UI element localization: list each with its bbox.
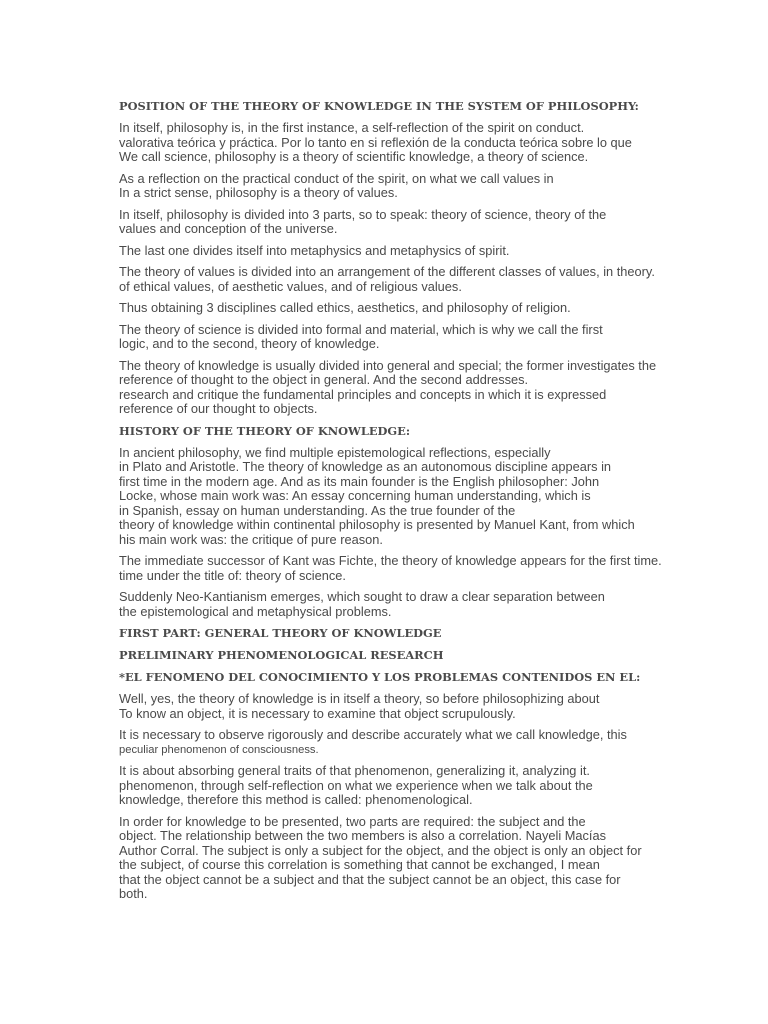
- text-line: his main work was: the critique of pure reason.: [119, 531, 383, 547]
- text-line: As a reflection on the practical conduct of the spirit, on what we call values in: [119, 170, 554, 186]
- text-line: We call science, philosophy is a theory of scientific knowledge, a theory of science.: [119, 149, 589, 164]
- text-line: of ethical values, of aesthetic values, and of religious values.: [119, 278, 462, 294]
- text-line: both.: [119, 886, 148, 901]
- paragraph: [119, 301, 679, 316]
- text-line: that the object cannot be a subject and that the subject cannot be an object, this case for: [119, 871, 621, 887]
- text-line: Thus obtaining 3 disciplines called ethics, aesthetics, and philosophy of religion.: [119, 300, 571, 315]
- section-heading: FIRST PART: GENERAL THEORY OF KNOWLEDGE: [119, 626, 442, 640]
- section-heading: *EL FENOMENO DEL CONOCIMIENTO Y LOS PROBLEMAS CONTENIDOS EN EL:: [119, 670, 641, 684]
- text-line: It is about absorbing general traits of that phenomenon, generalizing it, analyzing it.: [119, 763, 590, 778]
- text-line: logic, and to the second, theory of knowledge.: [119, 336, 380, 351]
- text-line: the epistemological and metaphysical problems.: [119, 603, 392, 619]
- text-line: first time in the modern age. And as its main founder is the English philosopher: John: [119, 473, 600, 489]
- text-line: In a strict sense, philosophy is a theory of values.: [119, 185, 398, 200]
- text-line: in Spanish, essay on human understanding. As the true founder of the: [119, 502, 516, 518]
- text-line: In order for knowledge to be presented, two parts are required: the subject and the: [119, 813, 586, 829]
- text-line: Author Corral. The subject is only a subject for the object, and the object is only an object for: [119, 842, 642, 858]
- paragraph: [119, 172, 679, 201]
- paragraph: [119, 208, 679, 237]
- text-line: phenomenon, through self-reflection on what we experience when we talk about the: [119, 777, 593, 793]
- text-line: The theory of values is divided into an arrangement of the different classes of values, in theory.: [119, 264, 655, 279]
- section-heading: HISTORY OF THE THEORY OF KNOWLEDGE:: [119, 423, 411, 438]
- text-line: In ancient philosophy, we find multiple epistemological reflections, especially: [119, 444, 551, 460]
- text-line: To know an object, it is necessary to examine that object scrupulously.: [119, 705, 516, 721]
- text-line: object. The relationship between the two members is also a correlation. Nayeli Macías: [119, 828, 606, 843]
- text-line: The immediate successor of Kant was Fichte, the theory of knowledge appears for the first time.: [119, 553, 662, 568]
- paragraph: [119, 323, 679, 352]
- text-line: Locke, whose main work was: An essay concerning human understanding, which is: [119, 488, 591, 503]
- paragraph: [119, 554, 679, 583]
- paragraph: [119, 359, 679, 417]
- paragraph: [119, 764, 679, 808]
- text-line: In itself, philosophy is divided into 3 parts, so to speak: theory of science, theory of the: [119, 206, 607, 222]
- text-line: research and critique the fundamental principles and concepts in which it is expressed: [119, 386, 607, 402]
- paragraph: [119, 121, 679, 165]
- text-line: reference of thought to the object in general. And the second addresses.: [119, 372, 529, 387]
- section-heading: POSITION OF THE THEORY OF KNOWLEDGE IN THE SYSTEM OF PHILOSOPHY:: [119, 99, 639, 113]
- text-line: The theory of science is divided into formal and material, which is why we call the first: [119, 321, 603, 337]
- section-heading: PRELIMINARY PHENOMENOLOGICAL RESEARCH: [119, 648, 444, 662]
- text-line: It is necessary to observe rigorously and describe accurately what we call knowledge, this: [119, 727, 627, 742]
- paragraph: [119, 692, 679, 721]
- text-line: peculiar phenomenon of consciousness.: [119, 743, 319, 756]
- paragraph: [119, 265, 679, 294]
- text-line: knowledge, therefore this method is called: phenomenological.: [119, 792, 473, 807]
- text-line: reference of our thought to objects.: [119, 401, 318, 416]
- text-line: valorativa teórica y práctica. Por lo tanto en si reflexión de la conducta teórica sobre lo que: [119, 134, 632, 150]
- text-line: Well, yes, the theory of knowledge is in itself a theory, so before philosophizing about: [119, 691, 600, 706]
- text-line: In itself, philosophy is, in the first instance, a self-reflection of the spirit on conduct.: [119, 120, 585, 135]
- text-line: the subject, of course this correlation is something that cannot be exchanged, I mean: [119, 857, 600, 872]
- text-line: The last one divides itself into metaphysics and metaphysics of spirit.: [119, 242, 510, 258]
- text-line: values and conception of the universe.: [119, 221, 338, 236]
- paragraph: [119, 446, 679, 548]
- paragraph: [119, 815, 679, 902]
- text-line: The theory of knowledge is usually divided into general and special; the former investigates the: [119, 357, 657, 373]
- text-line: theory of knowledge within continental philosophy is presented by Manuel Kant, from which: [119, 517, 635, 532]
- text-line: Suddenly Neo-Kantianism emerges, which sought to draw a clear separation between: [119, 589, 605, 604]
- paragraph: [119, 244, 679, 259]
- paragraph: [119, 590, 679, 619]
- document-page: [119, 99, 679, 909]
- text-line: in Plato and Aristotle. The theory of knowledge as an autonomous discipline appears in: [119, 459, 612, 474]
- paragraph: [119, 728, 679, 757]
- text-line: time under the title of: theory of science.: [119, 567, 346, 583]
